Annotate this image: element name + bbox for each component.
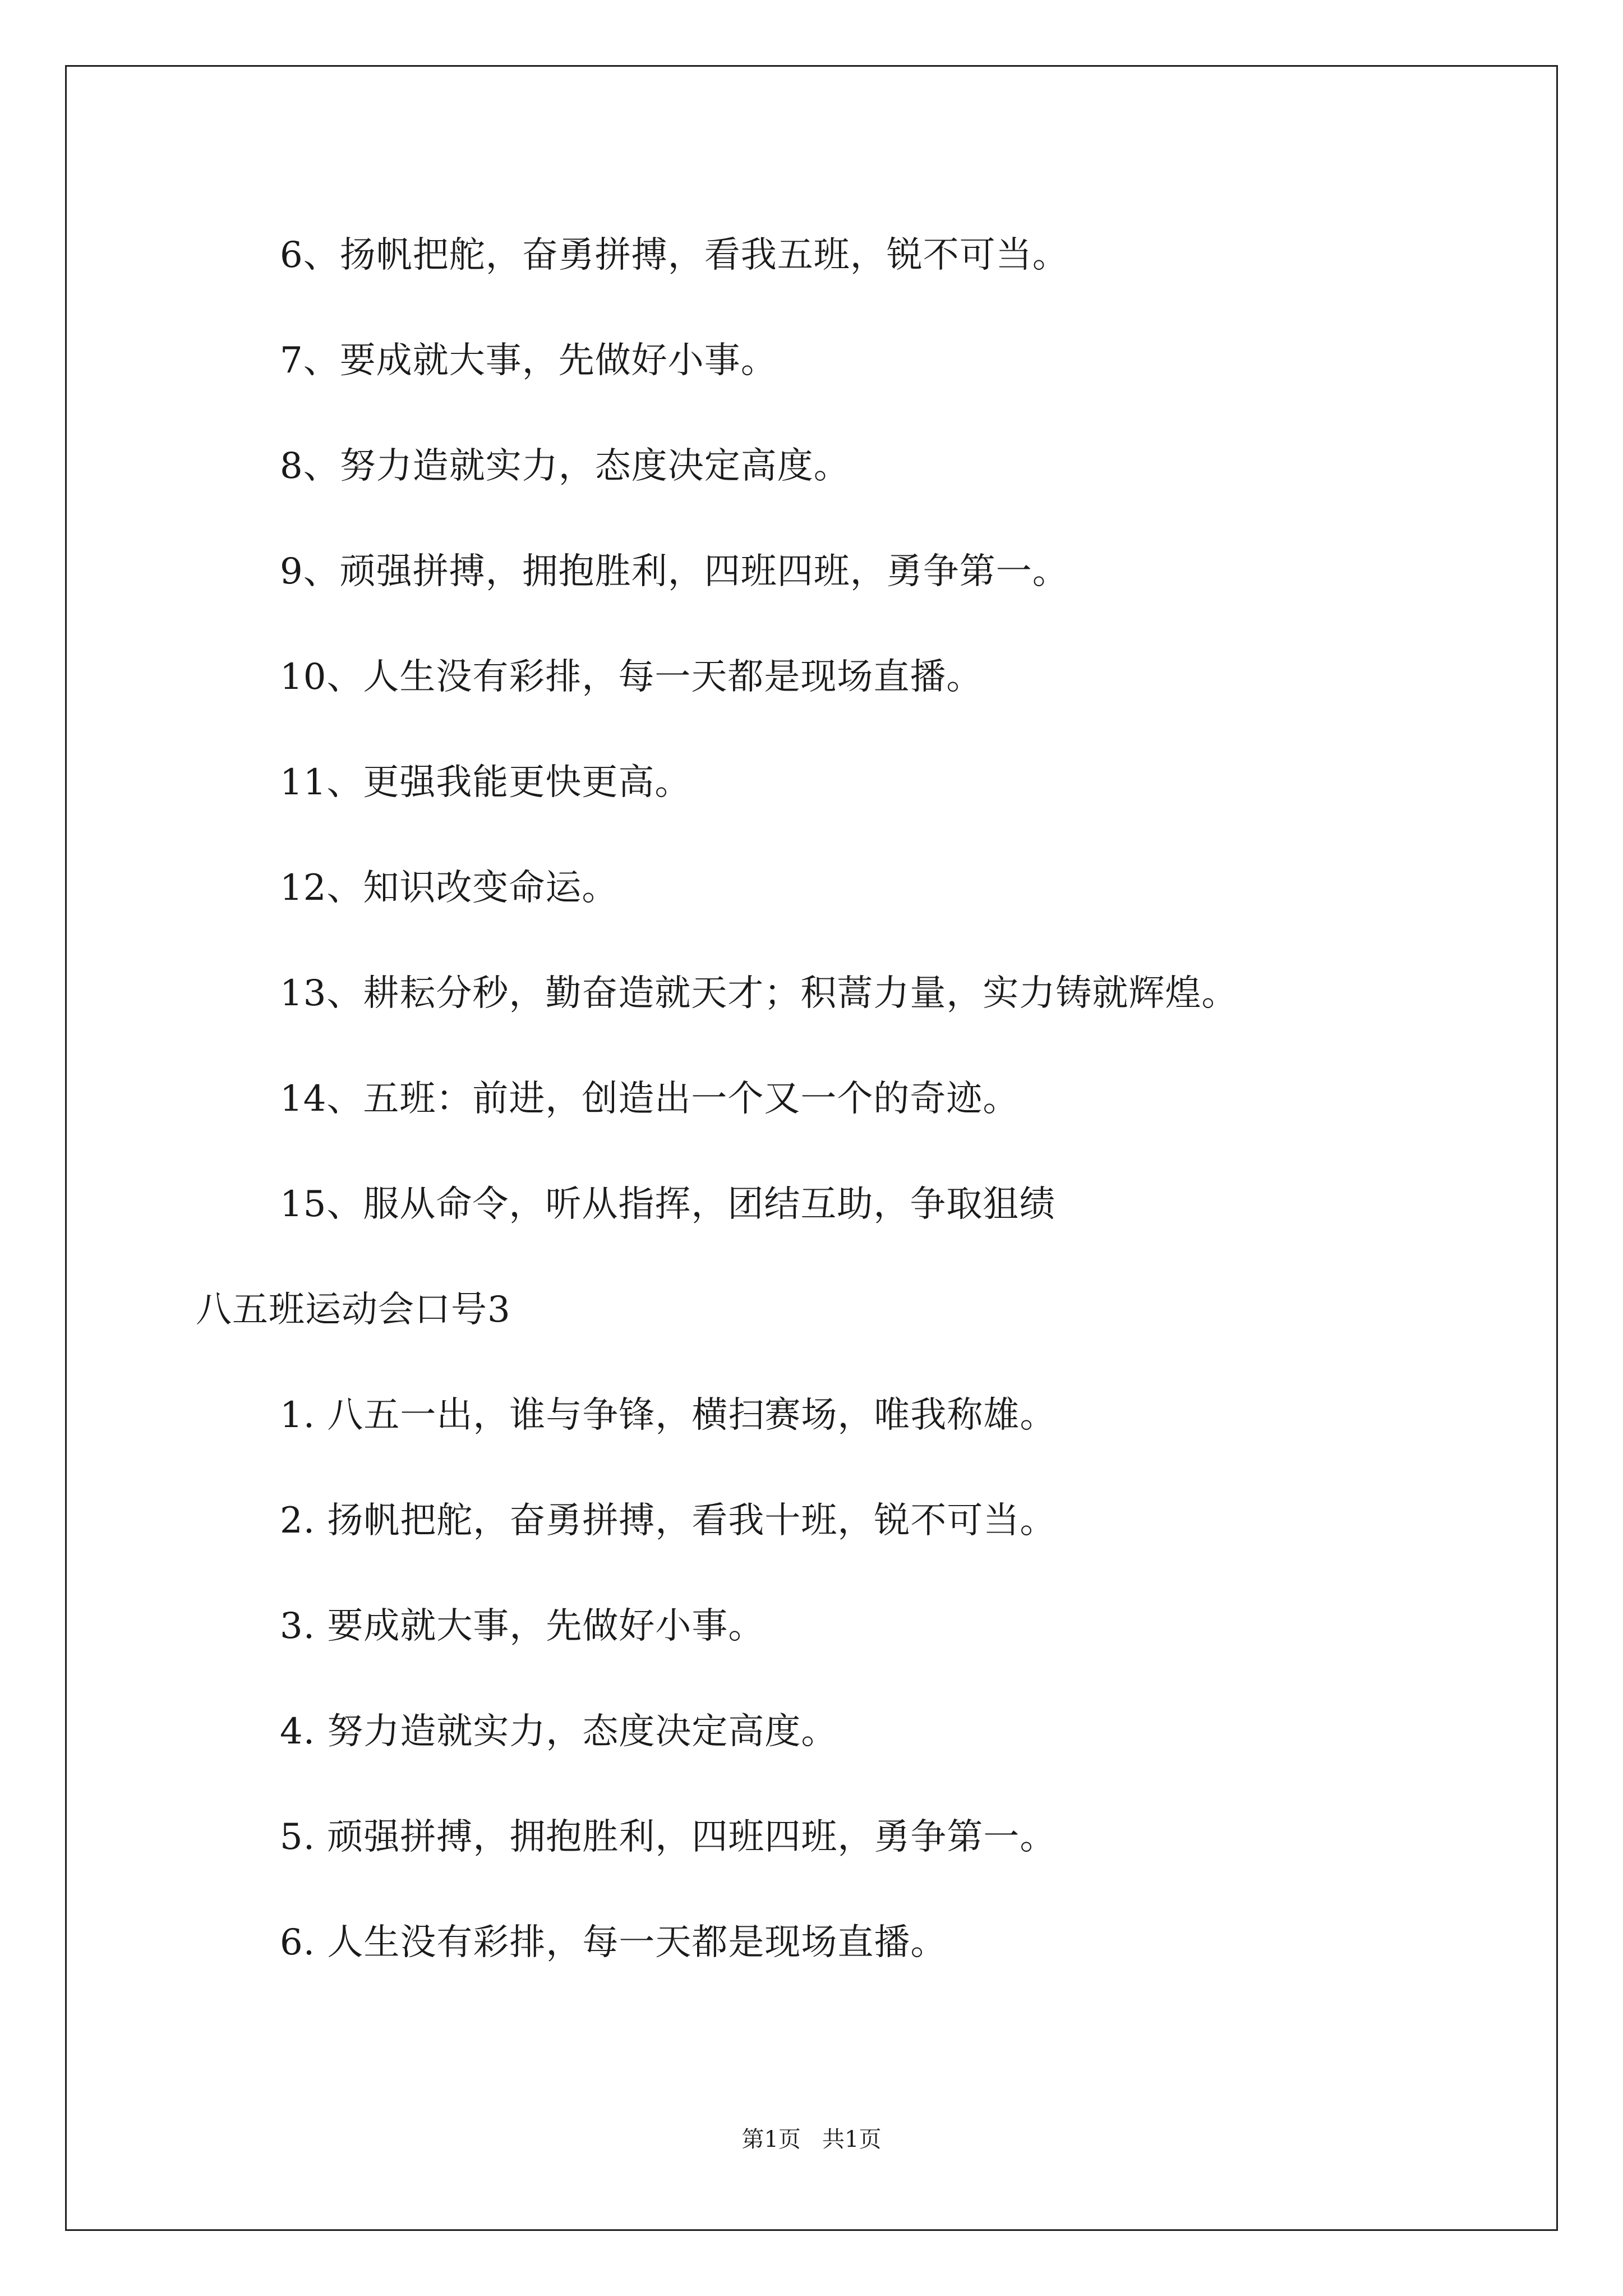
slogan-line: 1. 八五一出，谁与争锋，横扫赛场，唯我称雄。 bbox=[280, 1395, 1057, 1436]
slogan-line: 6. 人生没有彩排，每一天都是现场直播。 bbox=[280, 1922, 947, 1963]
section-heading: 八五班运动会口号3 bbox=[196, 1289, 511, 1331]
slogan-line: 4. 努力造就实力，态度决定高度。 bbox=[280, 1711, 838, 1752]
slogan-line: 13、耕耘分秒，勤奋造就天才；积蒿力量，实力铸就辉煌。 bbox=[280, 973, 1238, 1014]
slogan-line: 12、知识改变命运。 bbox=[280, 867, 619, 909]
slogan-line: 15、服从命令，听从指挥，团结互助，争取狙绩 bbox=[280, 1184, 1056, 1225]
document-body bbox=[67, 67, 1556, 2229]
slogan-line: 2. 扬帆把舵，奋勇拼搏，看我十班，锐不可当。 bbox=[280, 1500, 1057, 1542]
slogan-line: 5. 顽强拼搏，拥抱胜利，四班四班，勇争第一。 bbox=[280, 1816, 1057, 1858]
slogan-line: 14、五班：前进，创造出一个又一个的奇迹。 bbox=[280, 1078, 1020, 1120]
page-footer: 第1页 共1页 bbox=[741, 2127, 882, 2152]
page-frame bbox=[65, 65, 1558, 2231]
slogan-line: 10、人生没有彩排，每一天都是现场直播。 bbox=[280, 656, 983, 698]
slogan-line: 8、努力造就实力，态度决定高度。 bbox=[280, 445, 850, 487]
slogan-line: 7、要成就大事，先做好小事。 bbox=[280, 340, 777, 381]
slogan-line: 9、顽强拼搏，拥抱胜利，四班四班，勇争第一。 bbox=[280, 551, 1069, 592]
slogan-line: 3. 要成就大事，先做好小事。 bbox=[280, 1605, 765, 1647]
slogan-line: 11、更强我能更快更高。 bbox=[280, 762, 691, 803]
slogan-line: 6、扬帆把舵，奋勇拼搏，看我五班，锐不可当。 bbox=[280, 234, 1069, 276]
